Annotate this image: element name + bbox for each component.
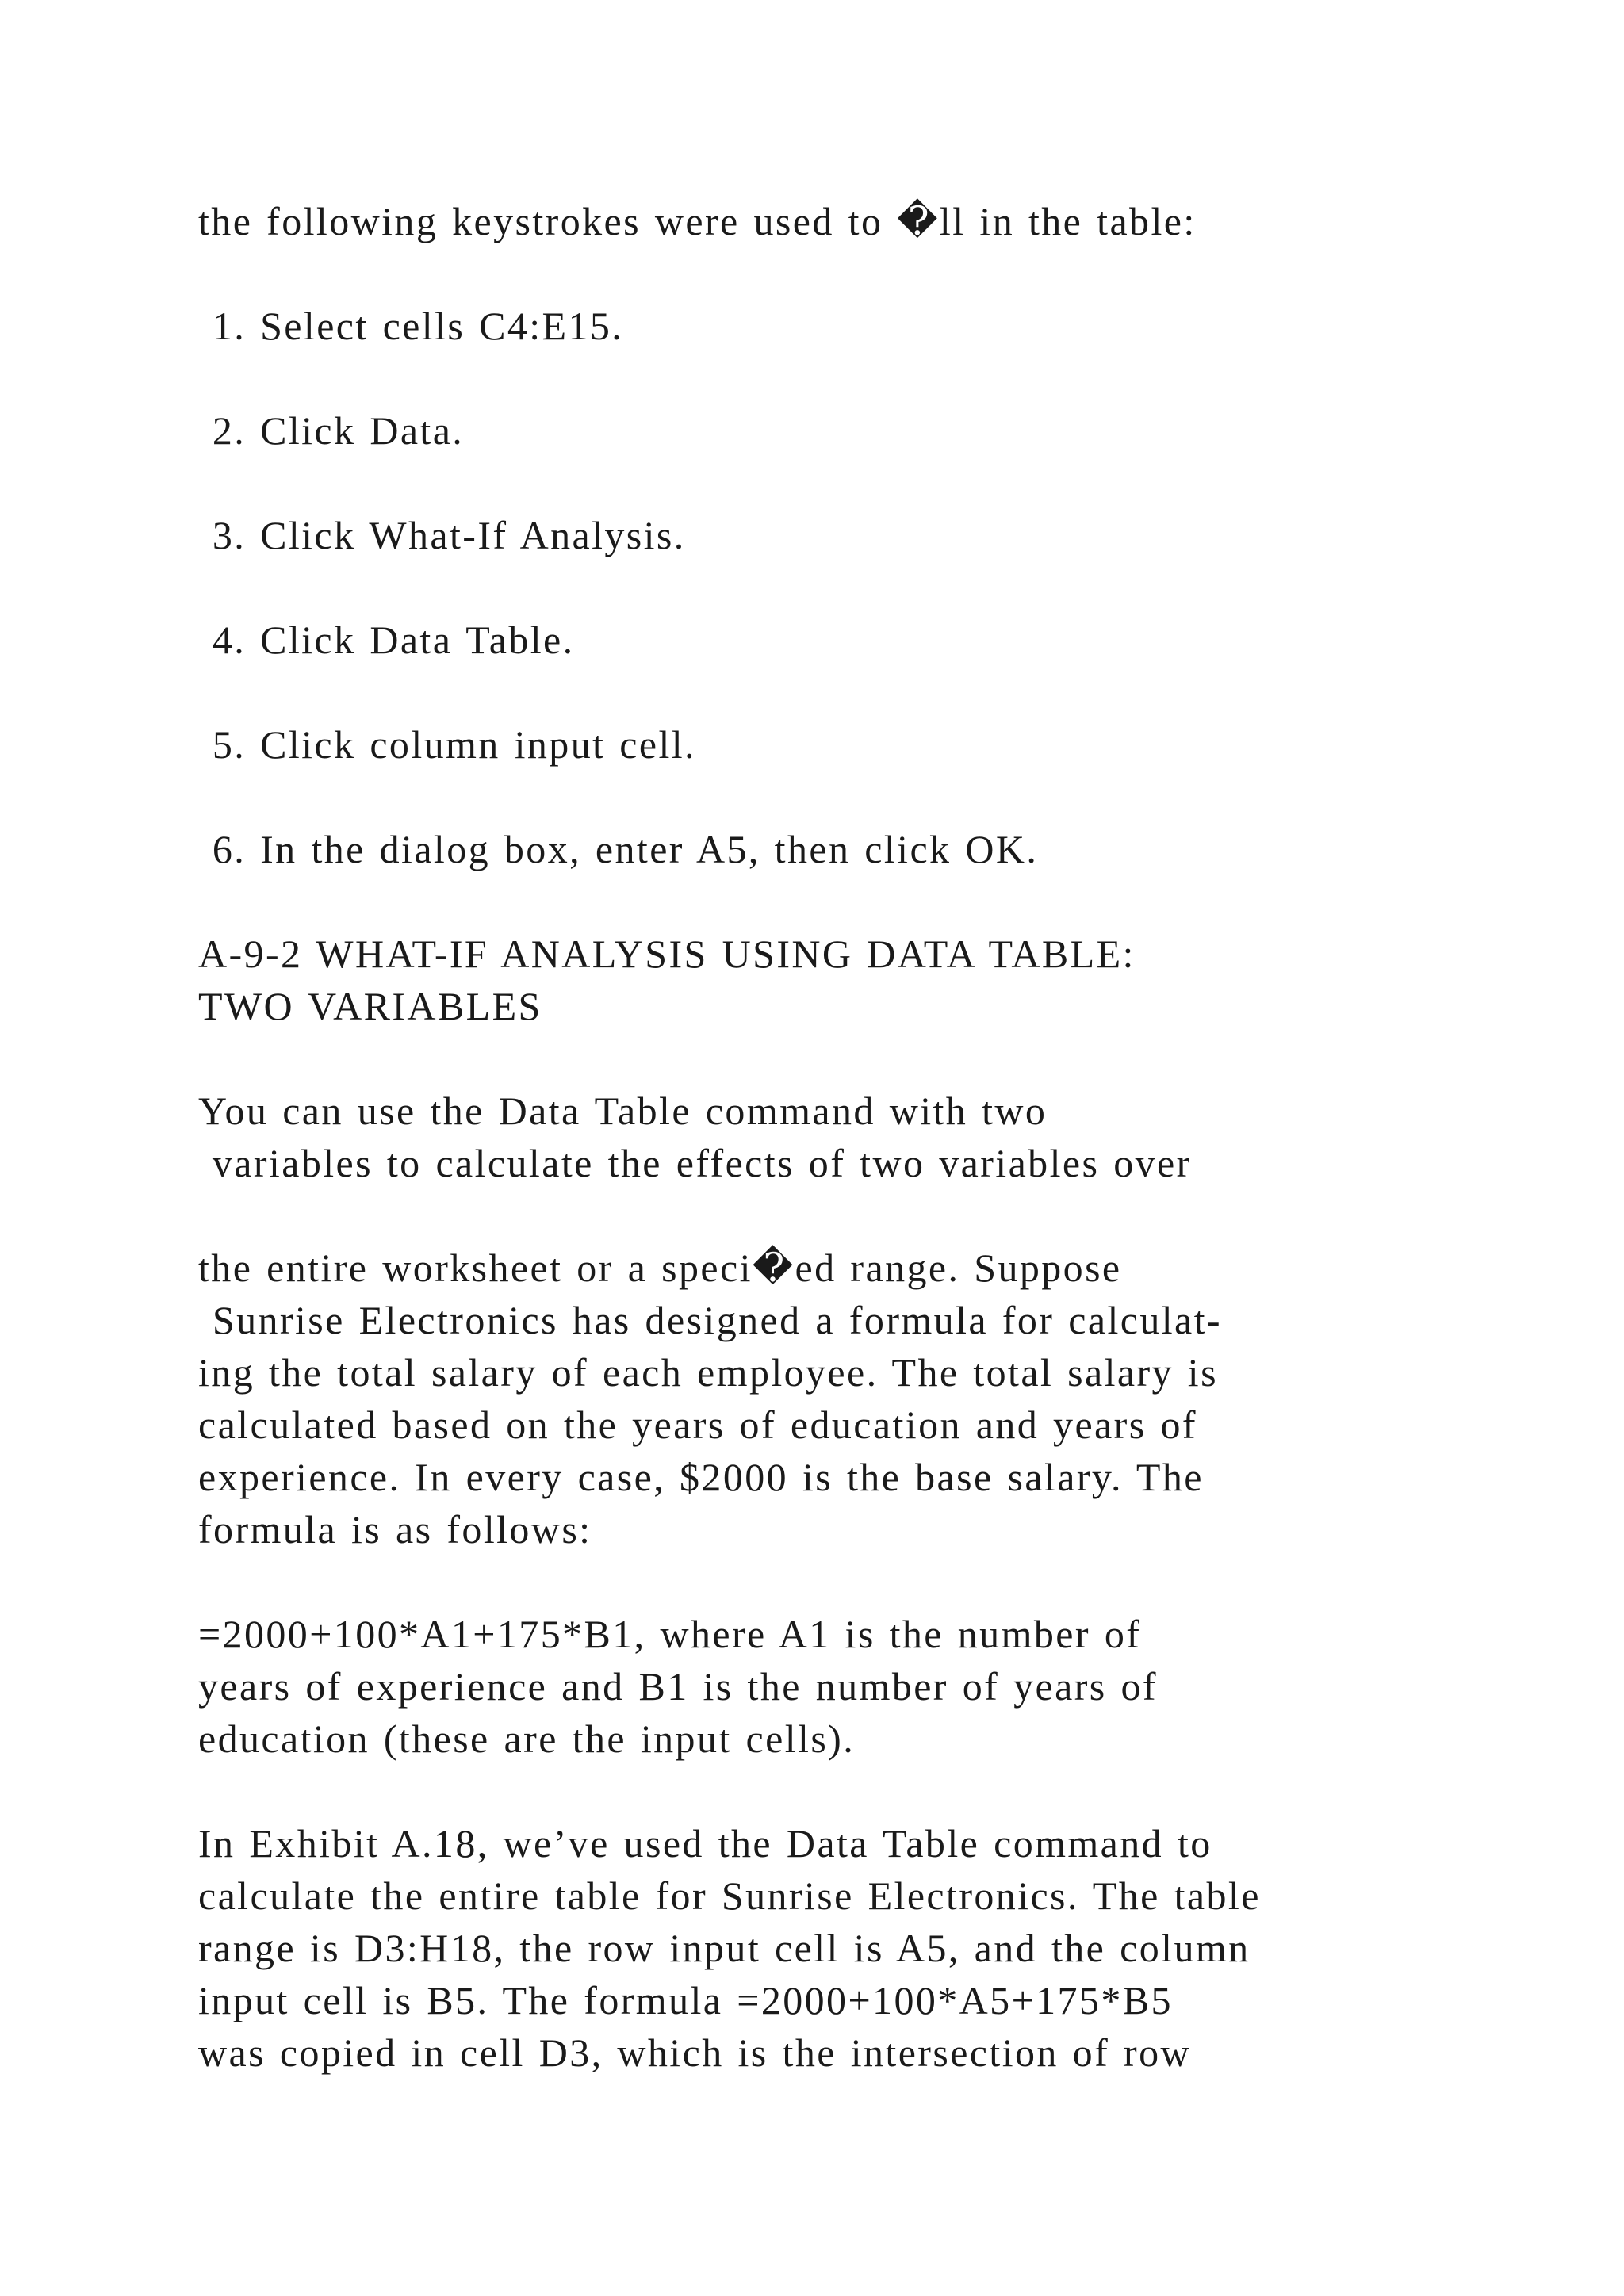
paragraph-3-line-2: calculate the entire table for Sunrise Electronics. The table [198, 1873, 1261, 1918]
step-5: 5. Click column input cell. [198, 722, 696, 767]
paragraph-3-line-3: range is D3:H18, the row input cell is A5, and the column [198, 1926, 1251, 1970]
step-4: 4. Click Data Table. [198, 618, 575, 662]
section-heading-line-2: TWO VARIABLES [198, 984, 542, 1028]
step-2: 2. Click Data. [198, 408, 465, 453]
paragraph-2-line-1: the entire worksheet or a speci�ed range. Suppose [198, 1246, 1122, 1290]
paragraph-3-line-4: input cell is B5. The formula =2000+100*A5+175*B5 [198, 1978, 1173, 2022]
paragraph-1-line-1: You can use the Data Table command with two [198, 1089, 1048, 1133]
paragraph-2-line-5: experience. In every case, $2000 is the base salary. The [198, 1455, 1204, 1499]
section-heading-line-1: A-9-2 WHAT-IF ANALYSIS USING DATA TABLE: [198, 932, 1136, 976]
step-3: 3. Click What-If Analysis. [198, 513, 686, 557]
formula-line-1: =2000+100*A1+175*B1, where A1 is the number of [198, 1612, 1142, 1656]
paragraph-2-line-3: ing the total salary of each employee. The total salary is [198, 1350, 1218, 1395]
step-1: 1. Select cells C4:E15. [198, 304, 624, 348]
paragraph-2-line-4: calculated based on the years of education and years of [198, 1402, 1197, 1447]
paragraph-2-line-2: Sunrise Electronics has designed a formula for calculat- [198, 1298, 1222, 1342]
paragraph-2-line-6: formula is as follows: [198, 1507, 592, 1552]
formula-line-3: education (these are the input cells). [198, 1716, 856, 1761]
formula-line-2: years of experience and B1 is the number of years of [198, 1664, 1158, 1709]
paragraph-1-line-2: variables to calculate the effects of two variables over [198, 1141, 1192, 1185]
paragraph-3-line-5: was copied in cell D3, which is the intersection of row [198, 2030, 1191, 2075]
step-6: 6. In the dialog box, enter A5, then click OK. [198, 827, 1039, 871]
paragraph-3-line-1: In Exhibit A.18, we’ve used the Data Table command to [198, 1821, 1212, 1866]
intro-line: the following keystrokes were used to �ll in the table: [198, 199, 1197, 243]
